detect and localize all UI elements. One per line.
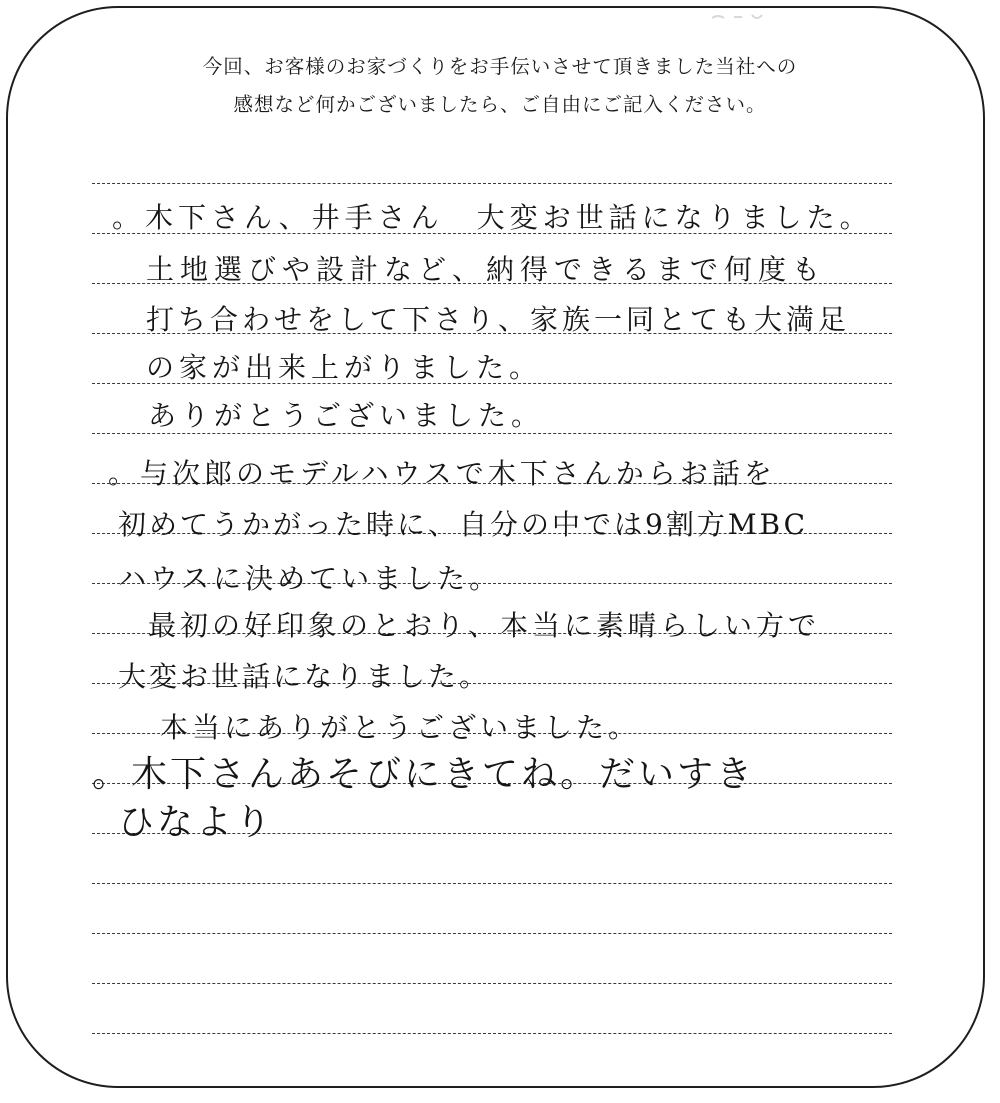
handwritten-line-12: 。木下さんあそびにきてね。だいすき: [92, 754, 756, 795]
handwritten-line-2: 土地選びや設計など、納得できるまで何度も: [146, 253, 827, 286]
handwritten-line-13: ひなより: [118, 802, 275, 843]
handwritten-line-10: 大変お世話になりました。: [118, 660, 491, 693]
card-frame: [6, 6, 985, 1088]
handwritten-line-3: 打ち合わせをして下さり、家族一同とても大満足: [146, 303, 851, 336]
handwritten-line-8: ハウスに決めていました。: [118, 562, 502, 595]
handwritten-line-7: 初めてうかがった時に、自分の中では9割方MBC: [118, 508, 809, 541]
handwritten-line-11: 本当にありがとうございました。: [160, 711, 641, 744]
prompt-line-1: 今回、お客様のお家づくりをお手伝いさせて頂きました当社への: [202, 55, 798, 78]
handwritten-line-4: の家が出来上がりました。: [146, 351, 543, 384]
handwritten-line-5: ありがとうございました。: [148, 399, 545, 432]
faint-mark: [708, 10, 778, 24]
writing-line: [92, 183, 892, 184]
writing-line: [92, 983, 892, 984]
writing-line: [92, 933, 892, 934]
writing-line: [92, 883, 892, 884]
writing-line: [92, 1033, 892, 1034]
handwritten-line-1: 。木下さん、井手さん 大変お世話になりました。: [112, 201, 873, 234]
handwritten-line-6: 。与次郎のモデルハウスで木下さんからお話を: [108, 457, 776, 490]
handwritten-line-9: 最初の好印象のとおり、本当に素晴らしい方で: [148, 609, 821, 642]
prompt-line-2: 感想など何かございましたら、ご自由にご記入ください。: [233, 93, 767, 116]
